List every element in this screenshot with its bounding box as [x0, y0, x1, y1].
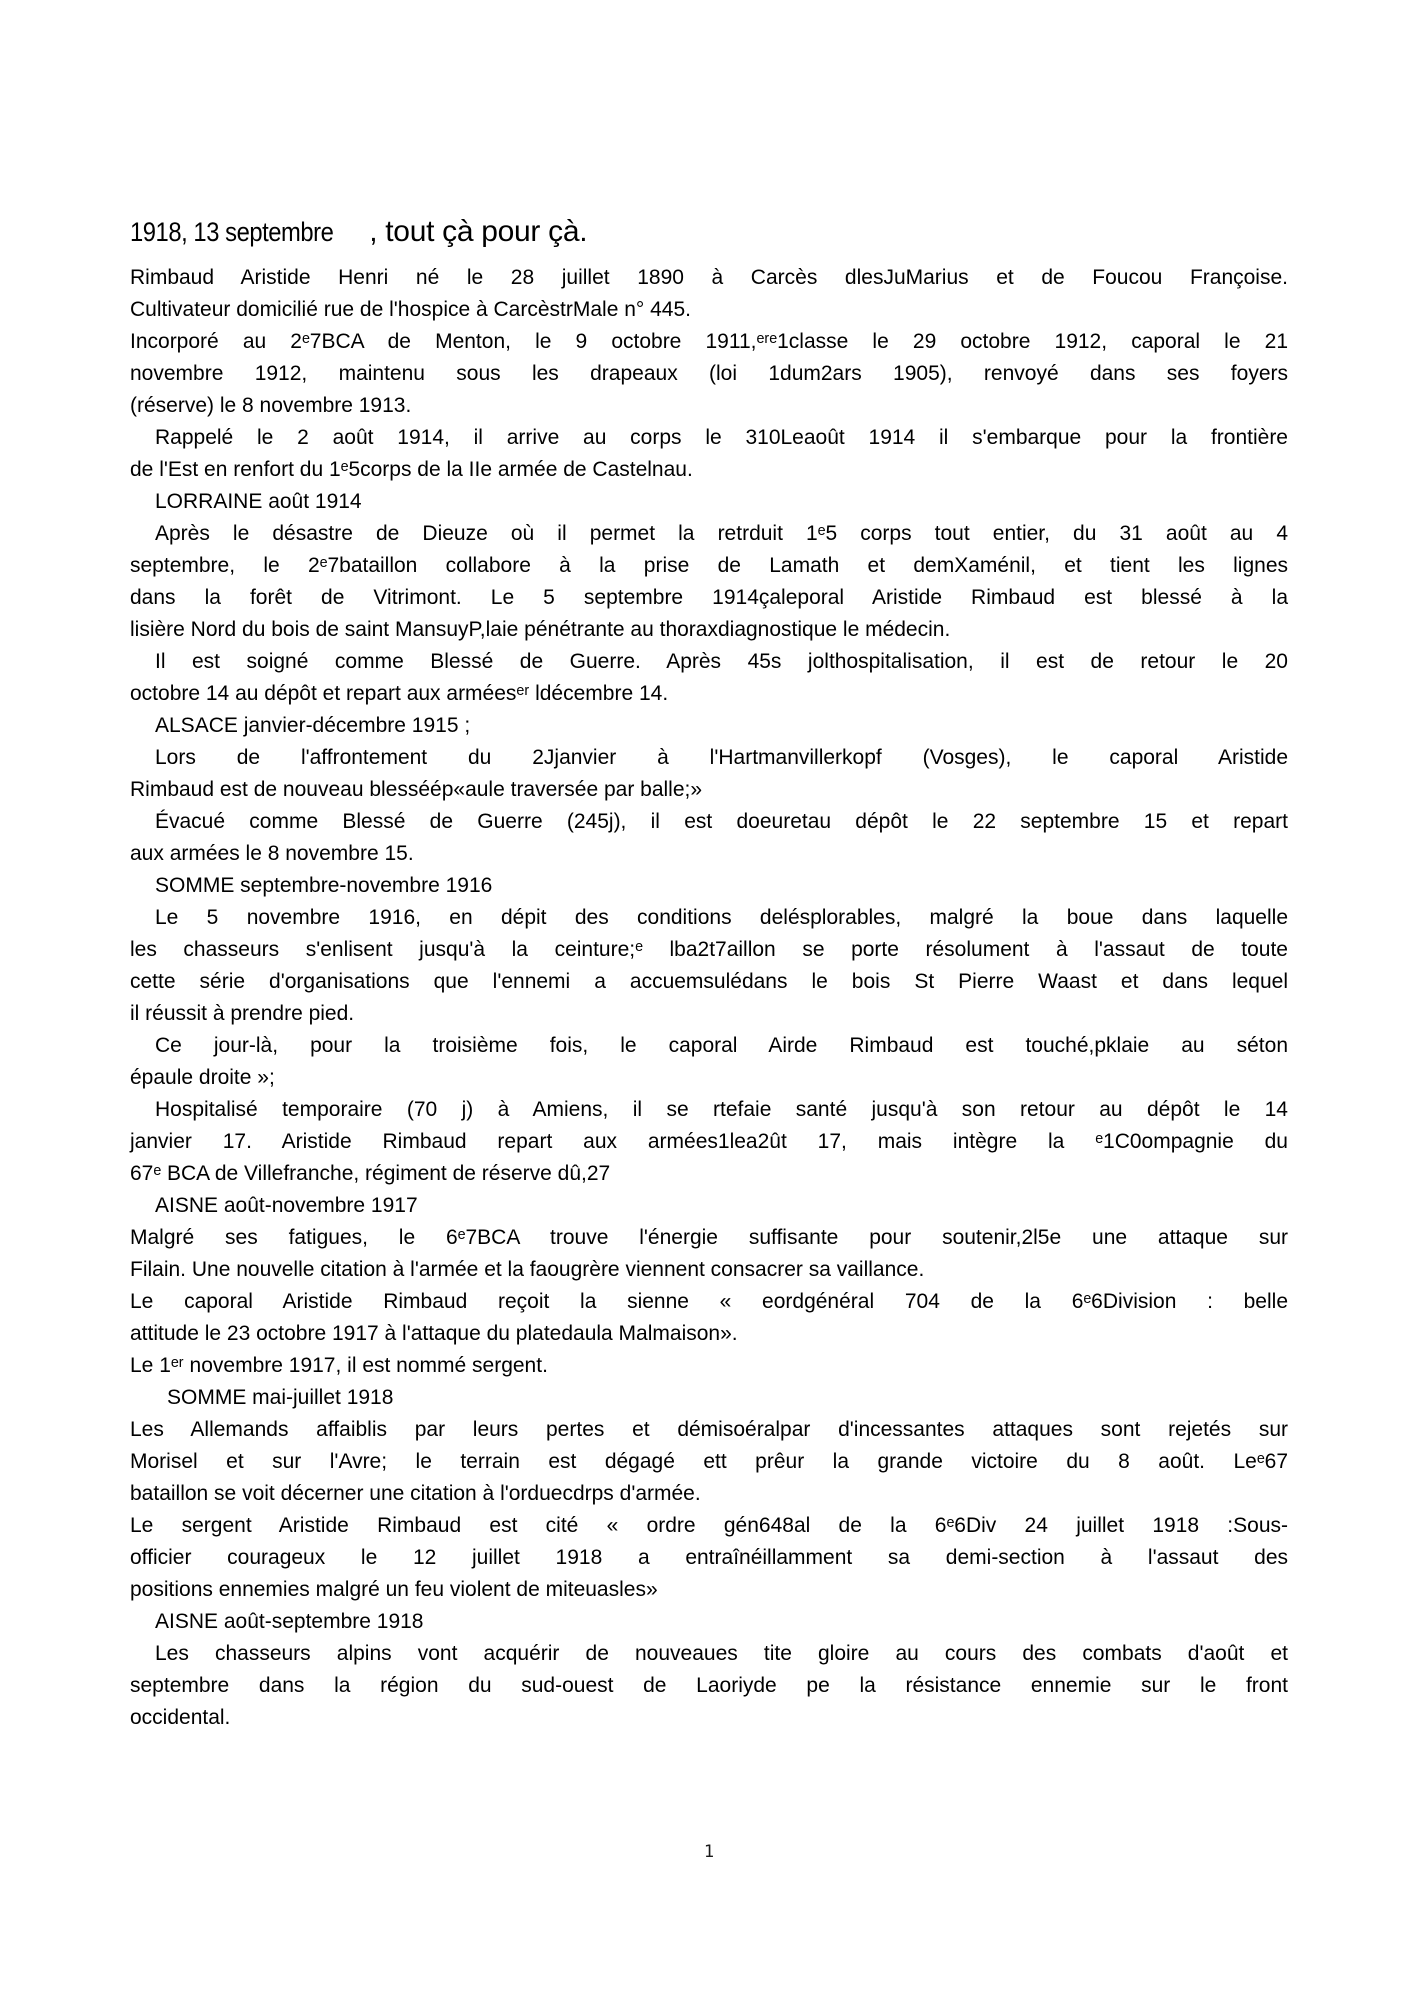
- body-line: SOMME mai-juillet 1918: [167, 1386, 394, 1409]
- body-line: AISNE août-novembre 1917: [155, 1194, 418, 1217]
- title-phrase-segment: , tout çà pour çà.: [361, 215, 588, 248]
- body-line: 67ᵉ BCA de Villefranche, régiment de réserve dû,27: [130, 1162, 611, 1185]
- body-line: octobre 14 au dépôt et repart aux arméesᵉʳ ldécembre 14.: [130, 682, 669, 705]
- body-line: septembre dans la région du sud-ouest de Laoriyde pe la résistance ennemie sur le front: [130, 1674, 1288, 1697]
- document-content: [130, 212, 1288, 1734]
- body-line: septembre, le 2ᵉ7bataillon collabore à la prise de Lamath et demXaménil, et tient les lignes: [130, 554, 1288, 577]
- body-line: Le 5 novembre 1916, en dépit des conditions delésplorables, malgré la boue dans laquelle: [155, 906, 1288, 929]
- body-line: attitude le 23 octobre 1917 à l'attaque du platedaula Malmaison».: [130, 1322, 738, 1345]
- body-line: Cultivateur domicilié rue de l'hospice à CarcèstrMale n° 445.: [130, 298, 692, 321]
- body-line: Après le désastre de Dieuze où il permet la retrduit 1ᵉ5 corps tout entier, du 31 août au 4: [155, 522, 1288, 545]
- body-line: Filain. Une nouvelle citation à l'armée et la faougrère viennent consacrer sa vaillance.: [130, 1258, 925, 1281]
- body-line: Le caporal Aristide Rimbaud reçoit la sienne « eordgénéral 704 de la 6ᵉ6Division : belle: [130, 1290, 1288, 1313]
- body-line: les chasseurs s'enlisent jusqu'à la ceinture;ᵉ lba2t7aillon se porte résolument à l'assaut de toute: [130, 938, 1288, 961]
- body-line: Il est soigné comme Blessé de Guerre. Après 45s jolthospitalisation, il est de retour le 20: [155, 650, 1288, 673]
- body-line: ALSACE janvier-décembre 1915 ;: [155, 714, 471, 737]
- body-line: Les Allemands affaiblis par leurs pertes et démisoéralpar d'incessantes attaques sont rejetés sur: [130, 1418, 1288, 1441]
- document-body: [130, 262, 1288, 1734]
- body-line: Lors de l'affrontement du 2Jjanvier à l'Hartmanvillerkopf (Vosges), le caporal Aristide: [155, 746, 1288, 769]
- body-line: Rimbaud Aristide Henri né le 28 juillet 1890 à Carcès dlesJuMarius et de Foucou Françoise.: [130, 266, 1288, 289]
- body-line: Évacué comme Blessé de Guerre (245j), il est doeuretau dépôt le 22 septembre 15 et repart: [155, 810, 1288, 833]
- body-line: dans la forêt de Vitrimont. Le 5 septembre 1914çaleporal Aristide Rimbaud est blessé à la: [130, 586, 1288, 609]
- body-line: Rappelé le 2 août 1914, il arrive au corps le 310Leaoût 1914 il s'embarque pour la frontière: [155, 426, 1288, 449]
- body-line: occidental.: [130, 1706, 231, 1729]
- body-line: Le 1ᵉʳ novembre 1917, il est nommé sergent.: [130, 1354, 548, 1377]
- body-line: novembre 1912, maintenu sous les drapeaux (loi 1dum2ars 1905), renvoyé dans ses foyers: [130, 362, 1288, 385]
- body-line: Le sergent Aristide Rimbaud est cité « ordre gén648al de la 6ᵉ6Div 24 juillet 1918 :Sous-: [130, 1514, 1288, 1537]
- body-line: positions ennemies malgré un feu violent de miteuasles»: [130, 1578, 658, 1601]
- body-line: Ce jour-là, pour la troisième fois, le caporal Airde Rimbaud est touché,pklaie au séton: [155, 1034, 1288, 1057]
- body-line: épaule droite »;: [130, 1066, 275, 1089]
- page-number: 1: [703, 1842, 715, 1862]
- document-title: [130, 212, 1288, 257]
- body-line: SOMME septembre-novembre 1916: [155, 874, 493, 897]
- title-date-segment: 1918, 13 septembre: [130, 217, 334, 247]
- body-line: Incorporé au 2ᵉ7BCA de Menton, le 9 octobre 1911,ᵉʳᵉ1classe le 29 octobre 1912, caporal le 21: [130, 330, 1288, 353]
- body-line: cette série d'organisations que l'ennemi a accuemsulédans le bois St Pierre Waast et dans lequel: [130, 970, 1288, 993]
- body-line: janvier 17. Aristide Rimbaud repart aux armées1lea2ût 17, mais intègre la ᵉ1C0ompagnie du: [130, 1130, 1288, 1153]
- body-line: Malgré ses fatigues, le 6ᵉ7BCA trouve l'énergie suffisante pour soutenir,2l5e une attaque sur: [130, 1226, 1288, 1249]
- body-line: bataillon se voit décerner une citation à l'orduecdrps d'armée.: [130, 1482, 701, 1505]
- body-line: Les chasseurs alpins vont acquérir de nouveaues tite gloire au cours des combats d'août et: [155, 1642, 1288, 1665]
- body-line: officier courageux le 12 juillet 1918 a entraînéillamment sa demi-section à l'assaut des: [130, 1546, 1288, 1569]
- body-line: LORRAINE août 1914: [155, 490, 362, 513]
- body-line: AISNE août-septembre 1918: [155, 1610, 424, 1633]
- body-line: (réserve) le 8 novembre 1913.: [130, 394, 412, 417]
- body-line: il réussit à prendre pied.: [130, 1002, 355, 1025]
- body-line: aux armées le 8 novembre 15.: [130, 842, 414, 865]
- body-line: Hospitalisé temporaire (70 j) à Amiens, il se rtefaie santé jusqu'à son retour au dépôt le 14: [155, 1098, 1288, 1121]
- body-line: Morisel et sur l'Avre; le terrain est dégagé ett prêur la grande victoire du 8 août. Leᵉ67: [130, 1450, 1288, 1473]
- body-line: Rimbaud est de nouveau blesséép«aule traversée par balle;»: [130, 778, 703, 801]
- body-line: de l'Est en renfort du 1ᵉ5corps de la IIe armée de Castelnau.: [130, 458, 693, 481]
- body-line: lisière Nord du bois de saint MansuyP,laie pénétrante au thoraxdiagnostique le médecin.: [130, 618, 951, 641]
